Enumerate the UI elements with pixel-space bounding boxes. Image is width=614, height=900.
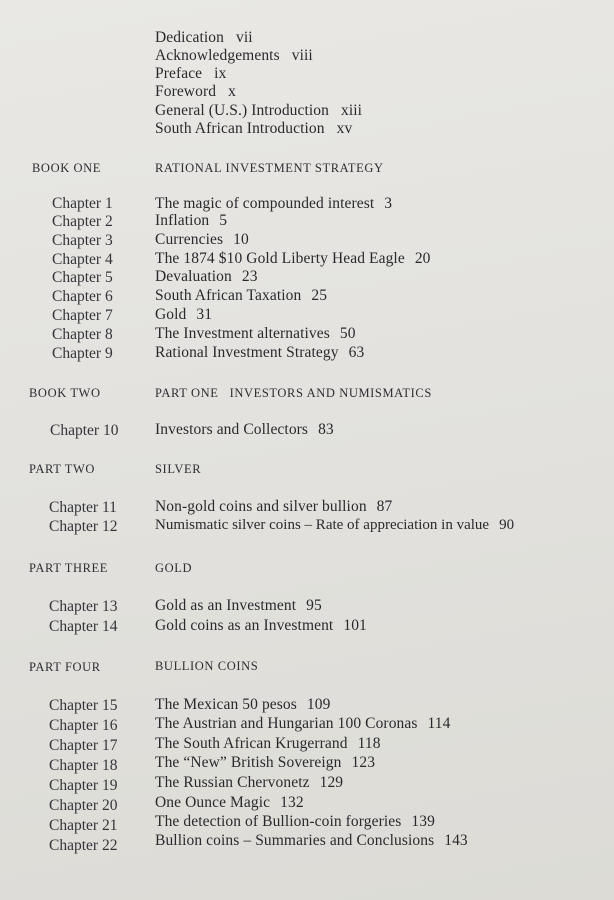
chapter-label: Chapter 5 [52,269,113,286]
section-label-book-one: BOOK ONE [32,161,102,175]
chapter-entry [155,249,431,268]
chapter-entry [155,596,322,615]
chapter-label: Chapter 22 [49,837,118,854]
chapter-entry [155,695,330,714]
chapter-label: Chapter 12 [49,518,118,535]
toc-entry-dedication [155,28,253,47]
chapter-entry [155,734,381,753]
entry-page: x [228,83,236,100]
toc-entry-general-introduction [155,101,362,120]
chapter-label: Chapter 3 [52,232,113,249]
section-title-part-four: BULLION COINS [155,659,259,673]
entry-title: Gold as an Investment [155,597,297,614]
entry-title: South African Taxation [155,287,302,304]
entry-title: Numismatic silver coins – Rate of appreciation in value [155,517,490,533]
entry-title: Bullion coins – Summaries and Conclusions [155,832,435,849]
chapter-entry [155,812,435,831]
chapter-label: Chapter 17 [49,737,118,754]
entry-page: 25 [311,287,328,304]
entry-page: 83 [318,421,334,438]
entry-page: 123 [351,754,376,771]
chapter-entry [155,267,258,286]
chapter-label: Chapter 6 [52,288,113,305]
entry-title: Rational Investment Strategy [155,344,339,361]
entry-title: Gold coins as an Investment [155,617,334,634]
chapter-entry [155,714,451,733]
chapter-entry [155,516,514,535]
entry-title: The magic of compounded interest [155,195,375,212]
chapter-label: Chapter 14 [49,618,118,635]
toc-entry-south-african-introduction [155,119,352,138]
chapter-label: Chapter 9 [52,345,113,362]
entry-page: 90 [499,517,515,533]
entry-page: 129 [319,774,344,791]
entry-page: 50 [339,325,356,342]
chapter-entry [155,497,392,516]
chapter-label: Chapter 20 [49,797,118,814]
toc-entry-foreword [155,82,236,101]
entry-page: xiii [341,102,363,119]
entry-title: Foreword [155,83,217,100]
chapter-label: Chapter 4 [52,251,113,268]
section-title-part-two: SILVER [155,462,202,476]
entry-title: The Mexican 50 pesos [155,696,297,713]
entry-page: 63 [348,344,365,361]
entry-page: 20 [414,250,431,267]
chapter-entry [155,211,227,230]
entry-title: The Russian Chervonetz [155,774,310,791]
entry-title: One Ounce Magic [155,794,271,811]
chapter-label: Chapter 8 [52,326,113,343]
entry-page: 95 [306,597,322,614]
chapter-label: Chapter 19 [49,777,118,794]
entry-title: The Investment alternatives [155,325,330,342]
entry-title: Preface [155,65,203,82]
section-label-part-three: PART THREE [29,561,108,575]
chapter-label: Chapter 7 [52,307,113,324]
entry-title: The Austrian and Hungarian 100 Coronas [155,715,418,732]
chapter-entry [155,286,327,305]
entry-page: 109 [306,696,331,713]
entry-title: Acknowledgements [155,47,280,64]
entry-page: 87 [376,498,393,515]
entry-page: 31 [196,306,213,323]
section-title-book-one: RATIONAL INVESTMENT STRATEGY [155,161,384,175]
chapter-label: Chapter 1 [52,195,113,212]
entry-title: The detection of Bullion-coin forgeries [155,813,402,830]
chapter-entry [155,230,249,249]
chapter-entry [155,324,356,343]
entry-page: 118 [357,735,381,752]
toc-entry-preface [155,64,226,83]
entry-title: The “New” British Sovereign [155,754,342,771]
entry-page: ix [214,65,227,82]
chapter-entry [155,753,375,772]
entry-title: Non-gold coins and silver bullion [155,498,367,515]
chapter-label: Chapter 16 [49,717,118,734]
chapter-label: Chapter 13 [49,598,118,615]
entry-title: South African Introduction [155,120,325,137]
entry-title: Gold [155,306,187,323]
section-label-part-four: PART FOUR [29,660,101,674]
chapter-entry [155,831,468,850]
entry-title: Inflation [155,212,210,229]
entry-title: The 1874 $10 Gold Liberty Head Eagle [155,250,405,267]
section-title-part-three: GOLD [155,561,193,575]
entry-title: Investors and Collectors [155,421,309,438]
entry-page: vii [236,29,253,46]
toc-entry-acknowledgements [155,46,313,65]
section-title-book-two: PART ONE INVESTORS AND NUMISMATICS [155,386,432,400]
chapter-entry [155,616,367,635]
entry-page: 143 [444,832,468,849]
entry-page: 132 [280,794,304,811]
section-label-book-two: BOOK TWO [29,386,101,400]
entry-page: 5 [219,212,228,229]
chapter-entry [155,420,334,439]
section-label-part-two: PART TWO [29,462,95,476]
chapter-entry [155,773,343,792]
entry-page: viii [291,47,313,64]
chapter-label: Chapter 18 [49,757,118,774]
entry-page: 114 [427,715,451,732]
entry-title: Currencies [155,231,224,248]
entry-page: 101 [343,617,367,634]
entry-page: 23 [241,268,258,285]
chapter-entry [155,793,304,812]
chapter-entry [155,305,212,324]
entry-page: 3 [384,195,393,212]
chapter-label: Chapter 15 [49,697,118,714]
chapter-label: Chapter 11 [49,499,117,516]
entry-title: General (U.S.) Introduction [155,102,330,119]
entry-page: 139 [411,813,435,830]
chapter-label: Chapter 21 [49,817,118,834]
chapter-label: Chapter 2 [52,213,113,230]
entry-page: 10 [233,231,249,248]
entry-title: The South African Krugerrand [155,735,348,752]
chapter-entry [155,343,364,362]
entry-title: Devaluation [155,268,232,285]
entry-page: xv [336,120,353,137]
chapter-label: Chapter 10 [50,422,119,439]
entry-title: Dedication [155,29,225,46]
